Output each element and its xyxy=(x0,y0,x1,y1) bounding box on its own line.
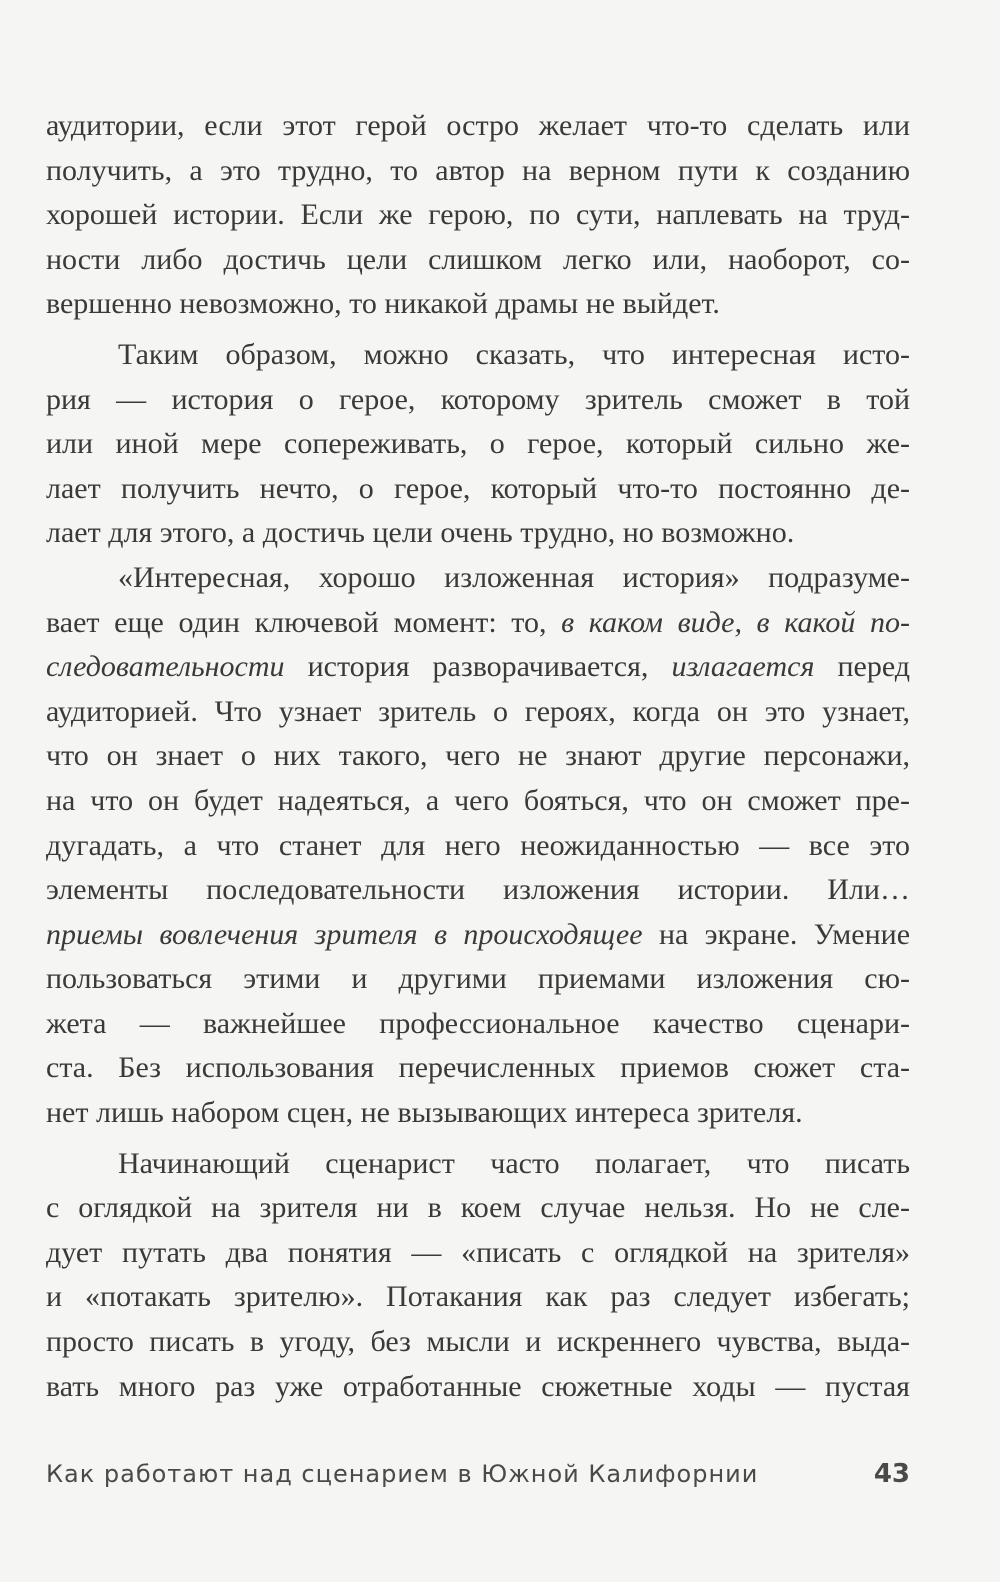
text-line: вершенно невозможно, то никакой драмы не выйдет. xyxy=(46,287,720,321)
text-line: ста. Без использования перечисленных приемов сюжет ста- xyxy=(46,1051,910,1085)
text-run: на экране. Умение xyxy=(642,917,911,951)
text-line xyxy=(46,913,910,958)
text-line: на что он будет надеяться, а чего бояться, что он сможет пре- xyxy=(46,783,910,817)
text-line: аудиторией. Что узнает зритель о героях, когда он это узнает, xyxy=(46,694,910,728)
text-line: вать много раз уже отработанные сюжетные ходы — пустая xyxy=(46,1369,910,1403)
page-body xyxy=(46,104,910,1409)
text-line: нет лишь набором сцен, не вызывающих интереса зрителя. xyxy=(46,1096,803,1130)
text-line: рия — история о герое, которому зритель сможет в той xyxy=(46,382,910,416)
text-line: Начинающий сценарист часто полагает, что писать xyxy=(118,1146,910,1180)
page-footer xyxy=(46,1454,910,1494)
italic-run: в каком виде, в какой по- xyxy=(561,605,910,639)
text-line: лает для этого, а достичь цели очень трудно, но возможно. xyxy=(46,516,795,550)
italic-run: следовательности xyxy=(46,650,285,684)
italic-run: излагается xyxy=(671,650,815,684)
text-line: Таким образом, можно сказать, что интересная исто- xyxy=(118,337,910,371)
text-line: лает получить нечто, о герое, который что-то постоянно де- xyxy=(46,471,910,505)
text-line: что он знает о них такого, чего не знают другие персонажи, xyxy=(46,739,910,773)
running-title: Как работают над сценарием в Южной Калифорнии xyxy=(46,1460,759,1488)
text-run: вает еще один ключевой момент: то, xyxy=(46,605,562,639)
text-line: хорошей истории. Если же герою, по сути, наплевать на труд- xyxy=(46,198,910,232)
page-number: 43 xyxy=(873,1459,910,1489)
text-line: жета — важнейшее профессиональное качество сценари- xyxy=(46,1006,910,1040)
text-line: пользоваться этими и другими приемами изложения сю- xyxy=(46,962,910,996)
text-line: «Интересная, хорошо изложенная история» подразуме- xyxy=(118,560,910,594)
italic-run: приемы вовлечения зрителя в происходящее xyxy=(46,917,643,951)
text-line: с оглядкой на зрителя ни в коем случае нельзя. Но не сле- xyxy=(46,1191,910,1225)
text-line: или иной мере сопереживать, о герое, который сильно же- xyxy=(46,427,910,461)
text-line: дугадать, а что станет для него неожиданностью — все это xyxy=(46,828,910,862)
text-run: перед xyxy=(814,650,911,684)
text-line: и «потакать зрителю». Потакания как раз следует избегать; xyxy=(46,1280,910,1314)
text-run: история разворачивается, xyxy=(284,650,672,684)
text-line: ности либо достичь цели слишком легко или, наоборот, со- xyxy=(46,242,910,276)
text-line: получить, а это трудно, то автор на верном пути к созданию xyxy=(46,153,910,187)
text-line xyxy=(46,645,910,690)
text-line: аудитории, если этот герой остро желает что-то сделать или xyxy=(46,109,910,142)
text-line: элементы последовательности изложения истории. Или… xyxy=(46,873,910,907)
text-line xyxy=(46,601,910,646)
text-line: дует путать два понятия — «писать с оглядкой на зрителя» xyxy=(46,1235,910,1269)
text-line: просто писать в угоду, без мысли и искреннего чувства, выда- xyxy=(46,1325,910,1359)
